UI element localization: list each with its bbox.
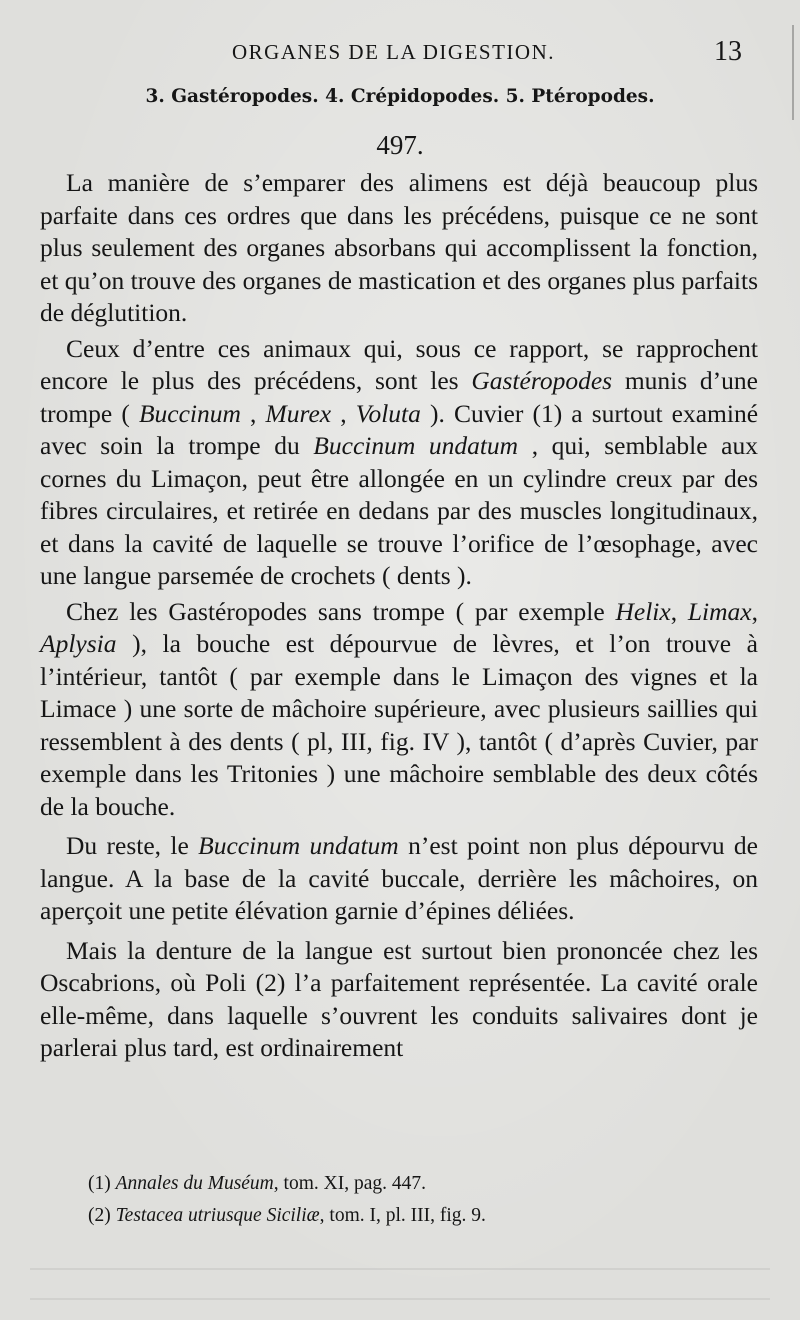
paragraph-2 [40,333,758,593]
paragraph-4 [40,830,758,928]
footnote-reference: , tom. XI, pag. 447. [273,1173,426,1194]
text-run: Chez les Gastéropodes sans trompe ( par exemple [66,596,616,626]
italic-term: Buccinum undatum [198,831,399,860]
body-text [40,167,758,1065]
paragraph-5: Mais la denture de la langue est surtout bien prononcée chez les Oscabrions, où Poli (2) l’a parfaitement représentée. La cavité orale elle-même, dans laquelle s’ouvrent les conduits salivaires dont je parlerai plus tard, est ordinairement [40,935,758,1062]
footnote-2 [88,1200,768,1232]
italic-term: Buccinum undatum [313,431,519,460]
italic-term: Murex [265,398,332,428]
show-through-texture [30,1240,770,1300]
text-run: Ceux d’entre ces animaux qui, sous ce rapport, se rapprochent encore le plus des précédens, sont les [40,333,758,395]
page-number: 13 [714,36,742,67]
italic-term: Limax [687,596,752,626]
italic-term: Buccinum [138,398,241,428]
footnote-1 [88,1168,768,1200]
text-run: munis d’une trompe ( [40,366,758,428]
italic-term: Helix [615,596,671,626]
text-run: ). Cuvier (1) a surtout examiné avec soin la trompe du [40,398,759,460]
paragraph-3 [40,596,758,824]
footnote-number: (1) [88,1173,111,1194]
footnote-source: Annales du Muséum [115,1173,274,1194]
italic-term: Gastéropodes [471,366,613,395]
text-run: n’est point non plus dépourvu de langue. A la base de la cavité buccale, derrière les mâchoires, on aperçoit une petite élévation garnie d’épines déliées. [40,831,758,925]
text-run: , [751,596,758,626]
footnote-number: (2) [88,1205,111,1226]
page-header [0,36,800,70]
text-run: , [331,398,356,428]
running-title: ORGANES DE LA DIGESTION. [232,40,555,64]
section-number: 497. [376,130,424,160]
footnotes [88,1168,768,1232]
text-run: , [240,398,266,428]
text-run: , [670,596,688,626]
text-run: Du reste, le [66,831,199,860]
italic-term: Aplysia [40,629,117,658]
footnote-source: Testacea utriusque Siciliæ [115,1205,320,1226]
footnote-reference: , tom. I, pl. III, fig. 9. [319,1205,486,1226]
text-run: ), la bouche est dépourvue de lèvres, et l’on trouve à l’intérieur, tantôt ( par exemple dans le Limaçon des vignes et la Limace ) une sorte de mâchoire supérieure, avec plusieurs saillies qui ressemblent à des dents ( pl, III, fig. IV ), tantôt ( d’après Cuvier, par exemple dans les Tritonies ) une mâchoire semblable des deux côtés de la bouche. [40,629,758,821]
italic-term: Voluta [355,398,421,428]
section-subheading: 3. Gastéropodes. 4. Crépidopodes. 5. Ptéropodes. [145,86,655,107]
paragraph-1: La manière de s’emparer des alimens est déjà beaucoup plus parfaite dans ces ordres que dans les précédens, puisque ce ne sont plus seulement des organes absorbans qui accomplissent la fonction, et qu’on trouve des organes de mastication et des organes plus parfaits de déglutition. [40,168,758,327]
text-run: , qui, semblable aux cornes du Limaçon, peut être allongée en un cylindre creux par des fibres circulaires, et retirée en dedans par des muscles longitudinaux, et dans la cavité de laquelle se trouve l’orifice de l’œsophage, avec une langue parsemée de crochets ( dents ). [40,431,758,590]
